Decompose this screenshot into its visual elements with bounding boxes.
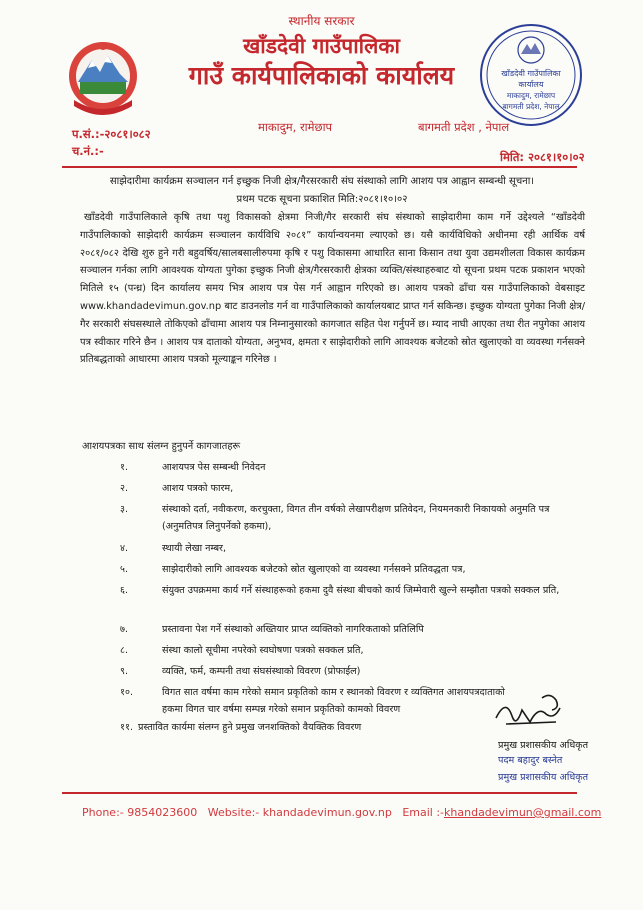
stamp-line-1: खाँडदेवी गाउँपालिका [501, 69, 561, 78]
letter-date: मिति: २०८१।१०।०२ [500, 150, 585, 164]
footer-divider [62, 792, 577, 794]
header-office: गाउँ कार्यपालिकाको कार्यालय [188, 61, 455, 90]
list-item-number: ६. [120, 585, 129, 596]
notice-subject: साझेदारीमा कार्यक्रम सञ्चालन गर्न इच्छुक निजी क्षेत्र/गैरसरकारी संघ संस्थाको लागि आशय पत्र आह्वान सम्बन्धी सूचना। [109, 176, 535, 187]
letter-ref-number: प.सं.:-२०८१।०८२ [72, 127, 151, 141]
footer-email-link[interactable]: khandadevimun@gmail.com [444, 806, 602, 819]
footer-website: Website:- khandadevimun.gov.np [207, 806, 392, 819]
list-item-text: व्यक्ति, फर्म, कम्पनी तथा संघसंस्थाको विवरण (प्रोफाईल) [162, 666, 361, 677]
footer-contact [82, 806, 601, 819]
list-item-number: २. [120, 483, 129, 494]
header-address-left: माकादुम, रामेछाप [258, 120, 333, 134]
publication-date-line: प्रथम पटक सूचना प्रकाशित मिति:२०८१।१०।०२ [236, 194, 408, 205]
list-item-text: आशयपत्र पेस सम्बन्धी निवेदन [162, 462, 266, 473]
footer-phone: Phone:- 9854023600 [82, 806, 198, 819]
stamp-line-2: कार्यालय [518, 80, 544, 89]
header-municipality: खाँडदेवी गाउँपालिका [243, 34, 400, 58]
documents-list-heading: आशयपत्रका साथ संलग्न हुनुपर्ने कागजातहरू [82, 441, 241, 452]
list-item-number: ९. [120, 666, 129, 677]
list-item-number: ११. [120, 722, 134, 733]
handwritten-signature [486, 688, 576, 740]
list-item-number: ३. [120, 504, 129, 515]
list-item-number: १. [120, 462, 129, 473]
list-item-text: संयुक्त उपक्रममा कार्य गर्ने संस्थाहरूको हकमा दुवै संस्था बीचको कार्य जिम्मेवारी खुल्ने सम्झौता पत्रको सक्कल प्रति, [162, 585, 560, 596]
header-government: स्थानीय सरकार [288, 14, 355, 28]
signatory-stamp-title: प्रमुख प्रशासकीय अधिकृत [498, 772, 589, 783]
header-divider [62, 166, 577, 168]
list-item-number: १०. [120, 687, 134, 698]
list-item-text: आशय पत्रको फारम, [162, 483, 234, 494]
footer-email-label: Email :- [402, 806, 445, 819]
list-item-text: स्थायी लेखा नम्बर, [162, 543, 227, 554]
notice-body: खाँडदेवी गाउँपालिकाले कृषि तथा पशु विकासको क्षेत्रमा निजी/गैर सरकारी संघ संस्थाको साझेदारीमा काम गर्ने उद्देश्यले “खाँडदेवी गाउँपालिकाको साझेदारी कार्यक्रम सञ्चालन कार्यविधि २०८१” कार्यान्वयनमा ल्याएको छ। यसै कार्यविधिको अधीनमा रही आर्थिक वर्ष २०८१/०८२ देखि शुरु हुने गरी बहुवर्षिय/सालबसालीरुपमा कृषि र पशु विकासमा आधारित साना किसान तथा युवा उद्यमशीलता विकास कार्यक्रम सञ्चालन गर्नका लागि आवश्यक योग्यता पुगेका इच्छुक निजी क्षेत्र/गैरसरकारी क्षेत्रका व्यक्ति/संस्थाहरुबाट यो सूचना प्रथम पटक प्रकाशन भएको मितिले १५ (पन्ध्र) दिन कार्यालय समय भित्र आशय पत्र पेस गर्न आह्वान गरिएको छ। आशय पत्रको ढाँचा यस गाउँपालिकाको वेबसाइट www.khandadevimun.gov.np बाट डाउनलोड गर्न वा गाउँपालिकाको कार्यालयबाट प्राप्त गर्न सकिन्छ। इच्छुक योग्यता पुगेका निजी क्षेत्र/गैर सरकारी संघसस्थाले तोकिएको ढाँचामा आशय पत्र निम्नानुसारको कागजात सहित पेश गर्नुपर्ने छ। म्याद नाघी आएका तथा रीत नपुगेका आशय पत्र स्वीकार गरिने छैन । आशय पत्र दाताको योग्यता, अनुभव, क्षमता र साझेदारीको लागि आवश्यक बजेटको स्रोत खुलाएको वा व्यवस्था गर्नसक्ने प्रतिबद्धताको आधारमा आशय पत्रको मूल्याङ्कन गरिनेछ । [80, 212, 585, 366]
list-item-text: संस्था कालो सूचीमा नपरेको स्वघोषणा पत्रको सक्कल प्रति, [162, 645, 364, 656]
list-item-text: साझेदारीको लागि आवश्यक बजेटको स्रोत खुलाएको वा व्यवस्था गर्नसक्ने प्रतिवद्धता पत्र, [162, 564, 466, 575]
stamp-line-3: माकादुम, रामेछाप [506, 91, 556, 100]
list-item-text: संस्थाको दर्ता, नवीकरण, करचुक्ता, विगत तीन वर्षको लेखापरीक्षण प्रतिवेदन, नियमनकारी निकायको अनुमति पत्र (अनुमतिपत्र लिनुपर्नेको हकमा), [162, 504, 550, 532]
dispatch-number: च.नं.:- [72, 144, 104, 158]
list-item-number: ८. [120, 645, 129, 656]
list-item-number: ५. [120, 564, 129, 575]
signatory-title: प्रमुख प्रशासकीय अधिकृत [498, 740, 589, 751]
list-item-text: प्रस्तावना पेश गर्ने संस्थाको अख्तियार प्राप्त व्यक्तिको नागरिकताको प्रतिलिपि [162, 624, 424, 635]
list-item-text: प्रस्तावित कार्यमा संलग्न हुने प्रमुख जनशक्तिको वैयक्तिक विवरण [138, 722, 362, 733]
stamp-line-4: बागमती प्रदेश, नेपाल [502, 102, 560, 111]
list-item-number: ४. [120, 543, 129, 554]
header-address-right: बागमती प्रदेश , नेपाल [418, 120, 510, 134]
list-item-text: विगत सात वर्षमा काम गरेको समान प्रकृतिको काम र स्थानको विवरण र व्यक्तिगत आशयपत्रदाताको हकमा विगत चार वर्षमा सम्पन्न गरेको समान प्रकृतिको कामको विवरण [162, 687, 505, 715]
list-item-number: ७. [120, 624, 129, 635]
signatory-name: पदम बहादुर बस्नेत [498, 755, 563, 766]
